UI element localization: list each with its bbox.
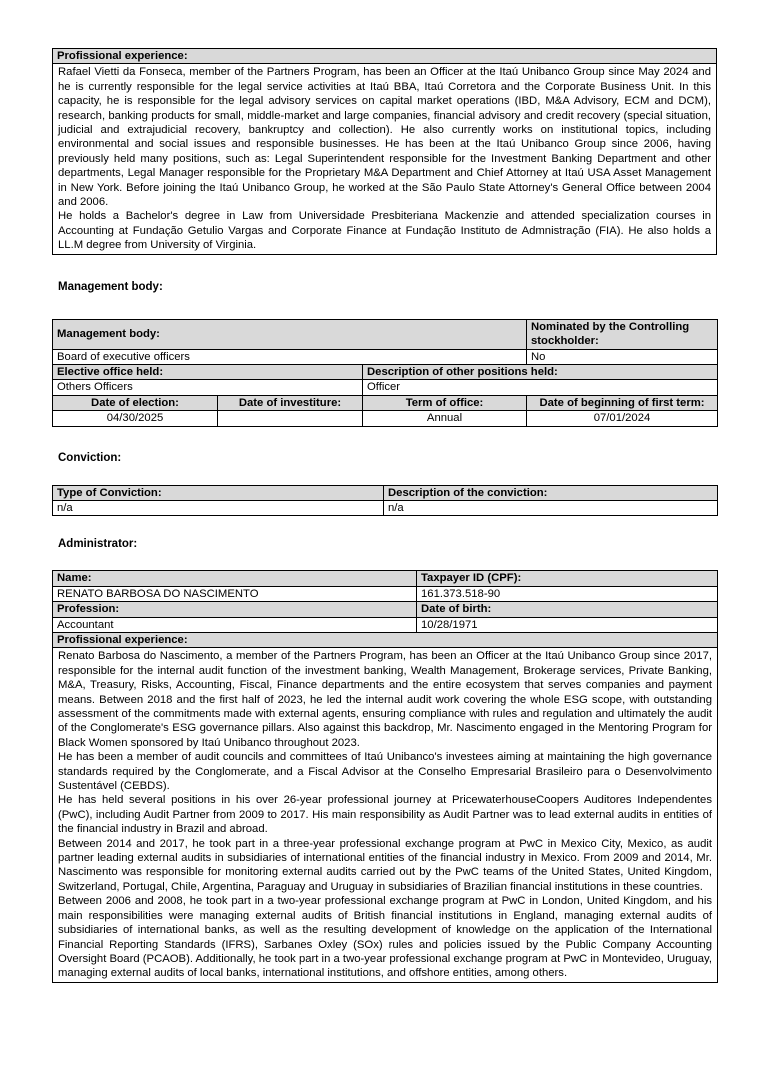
previous-experience-paragraph-1: Rafael Vietti da Fonseca, member of the Partners Program, has been an Officer at the Itaú Unibanco Group since May 2024 and he is currently responsible for the legal service activities at Itaú BBA, Itaú Corretora and the Corporate Business Unit. In this capacity, he is responsible for the legal advisory services on capital market operations (IBD, M&A Advisory, ECM and DCM), research, banking products for small, middle-market and large companies, financial advisory and credit recovery (special situation, judicial and extrajudicial recovery, bankruptcy and collection). He also currently works on institutional topics, including environmental and social issues and responsible businesses. He has been at the Itaú Unibanco Group since 2006, having previously held many positions, such as: Legal Superintendent responsible for the Investment Banking Department and other departments, Legal Manager responsible for the Proprietary M&A Department and Chief Attorney at Itaú USA Asset Management in New York. Before joining the Itaú Unibanco Group, he worked at the São Paulo State Attorney's General Office between 2004 and 2006. <box>58 66 711 209</box>
date-of-election-value: 04/30/2025 <box>53 411 218 426</box>
nominated-header: Nominated by the Controlling stockholder: <box>527 319 718 349</box>
date-of-birth-header: Date of birth: <box>417 602 718 617</box>
administrator-table <box>52 570 718 982</box>
previous-experience-text <box>53 64 717 254</box>
previous-experience-paragraph-2: He holds a Bachelor's degree in Law from Universidade Presbiteriana Mackenzie and attended specialization courses in Accounting at Fundação Getulio Vargas and Corporate Finance at Fundação Instituto de Admnistração (FIA). He also holds a LL.M degree from University of Virginia. <box>58 210 711 252</box>
date-of-birth-value: 10/28/1971 <box>417 617 718 632</box>
management-body-value: Board of executive officers <box>53 349 527 364</box>
elective-office-value: Others Officers <box>53 380 363 395</box>
profession-value: Accountant <box>53 617 417 632</box>
administrator-experience-paragraph-3: He has held several positions in his over 26-year professional journey at PricewaterhouseCoopers Auditores Independentes (PwC), including Audit Partner from 2009 to 2017. His main responsibility as Audit Partner was to lead external audits in entities of the financial industry in Brazil and abroad. <box>58 794 712 836</box>
management-section-title: Management body: <box>58 280 163 293</box>
other-positions-header: Description of other positions held: <box>363 364 718 379</box>
beginning-first-term-header: Date of beginning of first term: <box>527 395 718 410</box>
administrator-experience-paragraph-2: He has been a member of audit councils and committees of Itaú Unibanco's investees aiming at maintaining the high governance standards required by the Conglomerate, and a Fiscal Advisor at the Conselho Empresarial Brasileiro para o Desenvolvimento Sustentável (CEBDS). <box>58 751 712 793</box>
name-value: RENATO BARBOSA DO NASCIMENTO <box>53 586 417 601</box>
management-body-table <box>52 319 718 427</box>
term-of-office-header: Term of office: <box>363 395 527 410</box>
other-positions-value: Officer <box>363 380 718 395</box>
date-of-investiture-header: Date of investiture: <box>218 395 363 410</box>
taxpayer-id-value: 161.373.518-90 <box>417 586 718 601</box>
nominated-value: No <box>527 349 718 364</box>
document-page <box>52 48 717 983</box>
conviction-description-header: Description of the conviction: <box>384 485 718 500</box>
type-of-conviction-value: n/a <box>53 500 384 515</box>
administrator-experience-paragraph-4: Between 2014 and 2017, he took part in a three-year professional exchange program at PwC in Mexico City, Mexico, as audit partner leading external audits in subsidiaries of international entities of the financial industry in Mexico. From 2009 and 2014, Mr. Nascimento was responsible for monitoring external audits carried out by the PwC teams of the United States, United Kingdom, Switzerland, Portugal, Chile, Argentina, Paraguay and Uruguay in subsidiaries of Brazilian financial institutions in these countries. <box>58 837 712 893</box>
type-of-conviction-header: Type of Conviction: <box>53 485 384 500</box>
administrator-experience-paragraph-1: Renato Barbosa do Nascimento, a member of the Partners Program, has been an Officer at the Itaú Unibanco Group since 2017, responsible for the internal audit function of the investment banking, Wealth Management, Brokerage services, Private Banking, M&A, Treasury, Risks, Accounting, Fiscal, Finance departments and the entire ecosystem that serves companies and payment means. Between 2018 and the first half of 2023, he led the internal audit work covering the whole ESG scope, with outstanding assessment of the commitments made with external agents, ensuring compliance with rules and regulation and ultimately the audit of the Conglomerate's ESG governance pillars. Also against this backdrop, Mr. Nascimento engaged in the Mentoring Program for Black Women sponsored by Itaú Unibanco throughout 2023. <box>58 650 712 749</box>
elective-office-header: Elective office held: <box>53 364 363 379</box>
administrator-experience-text <box>53 648 718 982</box>
conviction-section-title: Conviction: <box>58 451 122 464</box>
date-of-election-header: Date of election: <box>53 395 218 410</box>
term-of-office-value: Annual <box>363 411 527 426</box>
name-header: Name: <box>53 571 417 586</box>
previous-experience-header: Profissional experience: <box>53 49 717 64</box>
date-of-investiture-value <box>218 411 363 426</box>
previous-experience-table <box>52 48 717 255</box>
conviction-description-value: n/a <box>384 500 718 515</box>
beginning-first-term-value: 07/01/2024 <box>527 411 718 426</box>
administrator-experience-paragraph-5: Between 2006 and 2008, he took part in a two-year professional exchange program at PwC in London, United Kingdom, and his main responsibilities were managing external audits of British financial institutions in England, managing external audits of subsidiaries of international banks, as well as the resulting development of knowledge on the application of the International Financial Reporting Standards (IFRS), Sarbanes Oxley (SOx) rules and policies issued by the Public Company Accounting Oversight Board (PCAOB). Additionally, he took part in a two-year professional exchange program at PwC in Montevideo, Uruguay, managing external audits of local banks, international institutions, and offshore entities, among others. <box>58 895 712 980</box>
administrator-experience-header: Profissional experience: <box>53 632 718 647</box>
administrator-section-title: Administrator: <box>58 538 138 551</box>
taxpayer-id-header: Taxpayer ID (CPF): <box>417 571 718 586</box>
profession-header: Profession: <box>53 602 417 617</box>
conviction-table <box>52 485 718 517</box>
management-body-header: Management body: <box>53 319 527 349</box>
